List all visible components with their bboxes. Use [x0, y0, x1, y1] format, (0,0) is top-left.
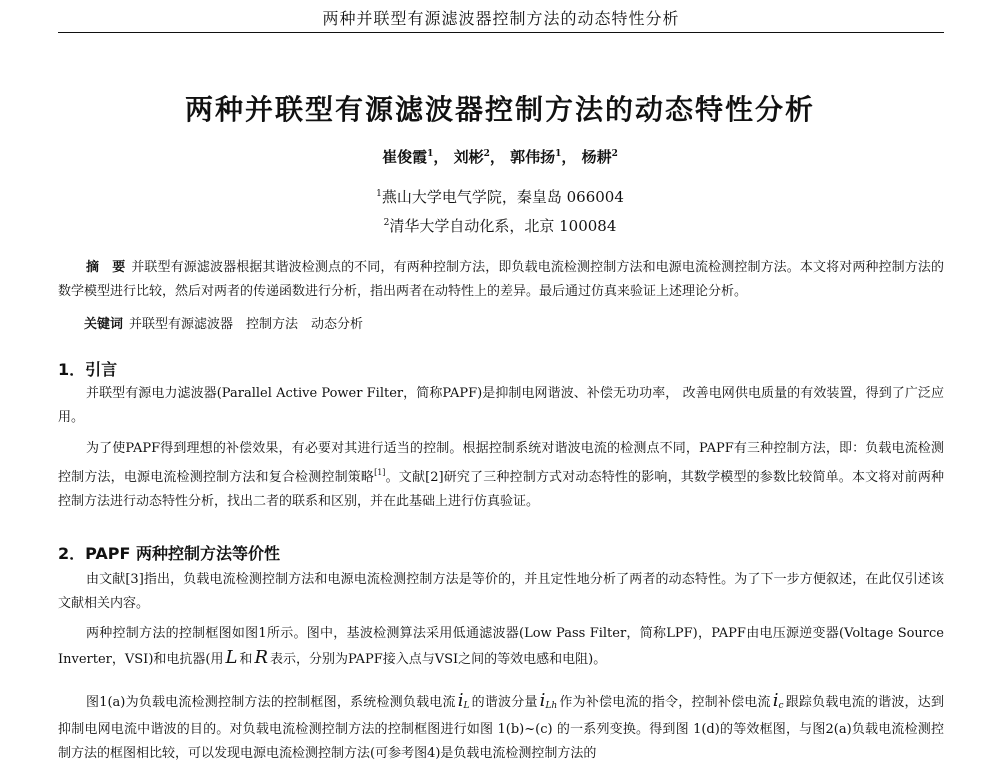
- affiliation-sup: 2: [383, 218, 390, 228]
- affiliation-text: 清华大学自动化系，北京 100084: [389, 217, 617, 235]
- author-separator: ，: [433, 148, 449, 166]
- author-name: 郭伟扬: [510, 148, 556, 166]
- author-affil-sup: 2: [611, 149, 618, 159]
- author-affil-sup: 1: [555, 149, 562, 159]
- header-rule: [58, 32, 944, 33]
- author-name: 刘彬: [453, 148, 484, 166]
- math-base: i: [772, 690, 779, 711]
- affiliation-sup: 1: [376, 189, 382, 199]
- keywords-label: 关键词: [84, 317, 124, 332]
- math-symbol-iLh: [538, 690, 560, 711]
- author-affil-sup: 1: [427, 149, 434, 159]
- body-paragraph: [58, 622, 944, 672]
- running-header: 两种并联型有源滤波器控制方法的动态特性分析: [322, 9, 680, 28]
- paragraph-text: 的谐波分量: [471, 695, 538, 710]
- math-symbol-R: R: [254, 647, 268, 668]
- math-subscript: Lh: [545, 701, 558, 711]
- math-subscript: c: [778, 701, 784, 711]
- paragraph-text: 图1(a)为负载电流检测控制方法的控制框图，系统检测负载电流: [86, 695, 456, 710]
- paragraph-text: 。文献[2]研究了三种控制方式对动态特性的影响，其数学模型的参数比较简单。本文将对前两种控制方法进行动态特性分析，找出二者的联系和区别，并在此基础上进行仿真验证。: [58, 470, 944, 509]
- paragraph-text: 跟踪负载电流的谐波，达到抑制电网电流中谐波的目的。对负载电流检测控制方法的控制框图进行如图 1(b)~(c) 的一系列变换。得到图 1(d)的等效框图，与图2(a)负载电流检测控制方法的框图相比较，可以发现电源电流检测控制方法(可参考图4)是负载电流检测控制方法的: [58, 695, 944, 761]
- math-base: i: [457, 690, 464, 711]
- math-symbol-L: L: [225, 647, 238, 668]
- body-paragraph: 并联型有源电力滤波器(Parallel Active Power Filter，简称PAPF)是抑制电网谐波、补偿无功功率， 改善电网供电质量的有效装置，得到了广泛应用。: [58, 386, 944, 425]
- affiliation-text: 燕山大学电气学院，秦皇岛 066004: [381, 188, 624, 206]
- keywords: [84, 313, 970, 337]
- body-paragraph: [58, 437, 944, 514]
- math-symbol-ic: [771, 690, 786, 711]
- section-heading: 2．PAPF 两种控制方法等价性: [58, 544, 281, 563]
- abstract-label: 摘 要: [86, 260, 126, 275]
- math-base: i: [539, 690, 546, 711]
- body-paragraph: 由文献[3]指出，负载电流检测控制方法和电源电流检测控制方法是等价的，并且定性地分析了两者的动态特性。为了下一步方便叙述，在此仅引述该文献相关内容。: [58, 572, 944, 611]
- paragraph-text: 作为补偿电流的指令，控制补偿电流: [559, 695, 771, 710]
- math-symbol-iL: [456, 690, 472, 711]
- author-name: 崔俊霞: [382, 148, 428, 166]
- paragraph-text: 表示，分别为PAPF接入点与VSI之间的等效电感和电阻)。: [270, 652, 607, 667]
- body-paragraph: [58, 689, 944, 766]
- author-affil-sup: 2: [483, 149, 490, 159]
- section-heading: 1．引言: [58, 360, 118, 379]
- abstract-text: 并联型有源滤波器根据其谐波检测点的不同，有两种控制方法，即负载电流检测控制方法和电源电流检测控制方法。本文将对两种控制方法的数学模型进行比较，然后对两者的传递函数进行分析，指出两者在动特性上的差异。最后通过仿真来验证上述理论分析。: [58, 260, 944, 299]
- author-separator: ，: [561, 148, 577, 166]
- paragraph-text: 和: [239, 652, 253, 667]
- author-name: 杨耕: [581, 148, 612, 166]
- author-separator: ，: [489, 148, 505, 166]
- author-list: [0, 146, 1000, 167]
- keywords-text: 并联型有源滤波器 控制方法 动态分析: [129, 317, 364, 332]
- affiliation: [0, 186, 1000, 207]
- citation-ref: [1]: [374, 468, 386, 477]
- math-subscript: L: [463, 701, 470, 711]
- affiliation: [0, 215, 1000, 236]
- paragraph-text: 为了使PAPF得到理想的补偿效果，有必要对其进行适当的控制。根据控制系统对谐波电流的检测点不同，PAPF有三种控制方法，即：负载电流检测控制方法，电源电流检测控制方法和复合检测控制策略: [58, 441, 944, 485]
- paragraph-text: 两种控制方法的控制框图如图1所示。图中，基波检测算法采用低通滤波器(Low Pass Filter，简称LPF)，PAPF由电压源逆变器(Voltage Source Inverter，VSI)和电抗器(用: [58, 626, 944, 667]
- paper-title: 两种并联型有源滤波器控制方法的动态特性分析: [184, 93, 815, 126]
- abstract: [58, 256, 944, 304]
